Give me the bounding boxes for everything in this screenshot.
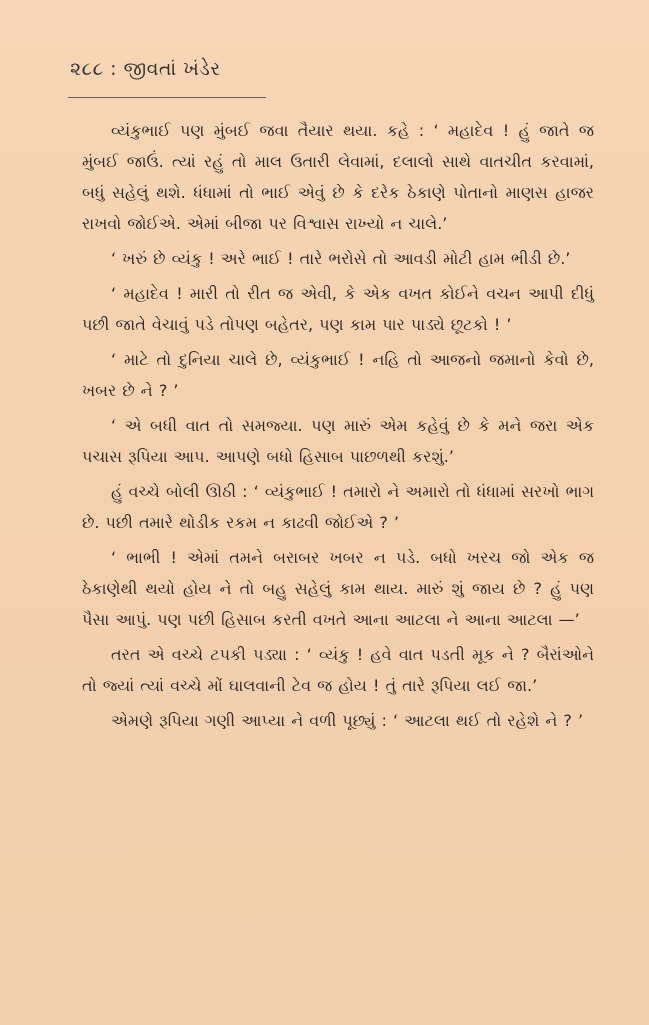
book-title: જીવતાં ખંડેર bbox=[123, 58, 221, 80]
paragraph: ‘ ભાભી ! એમાં તમને બરાબર ખબર ન પડે. બધો ખરચ જો એક જ ઠેકાણેથી થયો હોય ને તો બહુ સહેલું કામ થાય. મારું શું જાય છે ? હું પણ પૈસા આપું. પણ પછી હિસાબ કરતી વખતે આના આટલા ને આના આટલા —’ bbox=[82, 548, 594, 629]
header-separator: : bbox=[110, 58, 118, 80]
paragraph: ‘ માટે તો દુનિયા ચાલે છે, વ્યંકુભાઈ ! નહિ તો આજનો જમાનો કેવો છે, ખબર છે ને ? ’ bbox=[82, 350, 594, 400]
paragraph: ‘ એ બધી વાત તો સમજ્યા. પણ મારું એમ કહેવું છે કે મને જરા એક પચાસ રૂપિયા આપ. આપણે બધો હિસાબ પાછળથી કરશું.’ bbox=[82, 416, 594, 466]
paragraph: હું વચ્ચે બોલી ઊઠી : ‘ વ્યંકુભાઈ ! તમારો ને અમારો તો ધંધામાં સરખો ભાગ છે. પછી તમારે થોડીક રકમ ન કાઢવી જોઈએ ? ’ bbox=[82, 482, 594, 532]
body-text bbox=[82, 115, 594, 740]
running-header bbox=[70, 58, 221, 80]
paragraph: વ્યંકુભાઈ પણ મુંબઈ જવા તૈયાર થયા. કહે : ‘ મહાદેવ ! હું જાતે જ મુંબઈ જાઉં. ત્યાં રહું તો માલ ઉતારી લેવામાં, દલાલો સાથે વાતચીત કરવામાં, બધું સહેલું થશે. ધંધામાં તો ભાઈ એવું છે કે દરેક ઠેકાણે પોતાનો માણસ હાજર રાખવો જોઈએ. એમાં બીજા પર વિશ્વાસ રાખ્યો ન ચાલે.’ bbox=[82, 121, 594, 233]
header-rule bbox=[68, 97, 266, 98]
paragraph: ‘ ખરું છે વ્યંકુ ! અરે ભાઈ ! તારે ભરોસે તો આવડી મોટી હામ ભીડી છે.’ bbox=[111, 249, 571, 268]
page-number: ૨૮૮ bbox=[70, 58, 104, 80]
paragraph: તરત એ વચ્ચે ટપકી પડ્યા : ‘ વ્યંકુ ! હવે વાત પડતી મૂક ને ? બૈરાંઓને તો જ્યાં ત્યાં વચ્ચે મોં ઘાલવાની ટેવ જ હોય ! તું તારે રૂપિયા લઈ જા.’ bbox=[82, 645, 594, 695]
paragraph: ‘ મહાદેવ ! મારી તો રીત જ એવી, કે એક વખત કોઈને વચન આપી દીધું પછી જાતે વેચાવું પડે તોપણ બહેતર, પણ કામ પાર પાડ્યે છૂટકો ! ’ bbox=[82, 284, 594, 334]
paragraph: એમણે રૂપિયા ગણી આપ્યા ને વળી પૂછ્યું : ‘ આટલા થઈ તો રહેશે ને ? ’ bbox=[111, 711, 584, 730]
